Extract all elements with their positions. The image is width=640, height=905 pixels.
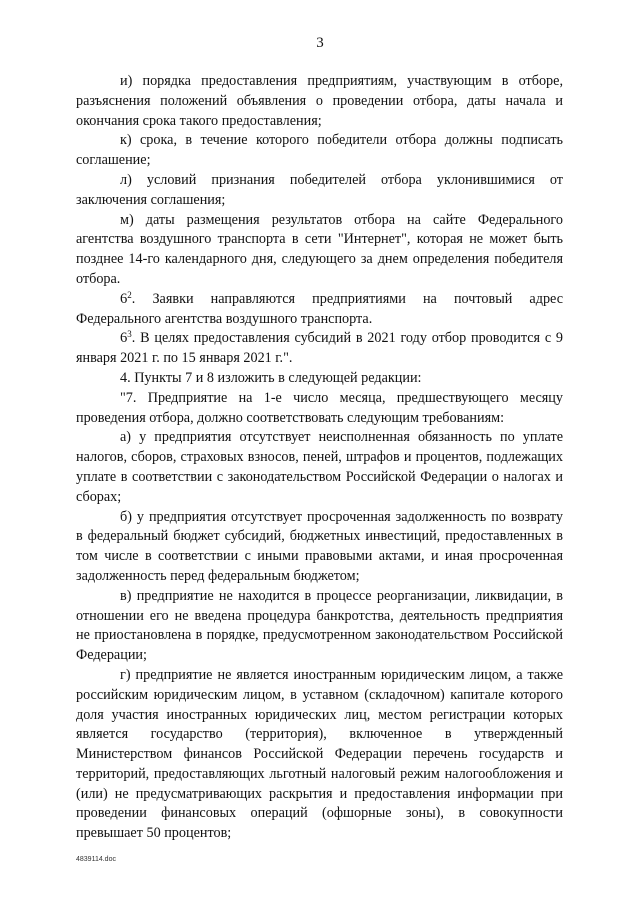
paragraph-requirement-g: г) предприятие не является иностранным юридическим лицом, а также российским юридическим лицом, в уставном (складочном) капитале которого доля участия иностранных юридических лиц, местом регистрации которых является государство (территория), включенное в утвержденный Министерством финансов Российской Федерации перечень государств и территорий, предоставляющих льготный налоговый режим налогообложения и (или) не предусматривающих раскрытия и предоставления информации при проведении финансовых операций (офшорные зоны), в совокупности превышает 50 процентов;: [76, 666, 563, 842]
paragraph-item-l: л) условий признания победителей отбора уклонившимися от заключения соглашения;: [76, 171, 563, 208]
clause-superscript: 3: [127, 329, 132, 340]
paragraph-item-k: к) срока, в течение которого победители отбора должны подписать соглашение;: [76, 132, 563, 169]
paragraph-requirement-a: а) у предприятия отсутствует неисполненная обязанность по уплате налогов, сборов, страховых взносов, пеней, штрафов и процентов, подлежащих уплате в соответствии с законодательством Российской Федерации о налогах и сборах;: [76, 429, 563, 505]
paragraph-requirement-b: б) у предприятия отсутствует просроченная задолженность по возврату в федеральный бюджет субсидий, бюджетных инвестиций, предоставленных в том числе в соответствии с иными правовыми актами, и иная просроченная задолженность перед федеральным бюджетом;: [76, 508, 563, 584]
clause-superscript: 2: [127, 289, 132, 300]
paragraph-clause-7: "7. Предприятие на 1-е число месяца, предшествующего месяцу проведения отбора, должно соответствовать следующим требованиям:: [76, 389, 563, 426]
paragraph-item-m: м) даты размещения результатов отбора на сайте Федерального агентства воздушного транспорта в сети "Интернет", которая не может быть позднее 14-го календарного дня, следующего за днем определения победителя отбора.: [76, 211, 563, 287]
paragraph-requirement-v: в) предприятие не находится в процессе реорганизации, ликвидации, в отношении его не введена процедура банкротства, деятельность предприятия не приостановлена в порядке, предусмотренном законодательством Российской Федерации;: [76, 587, 563, 664]
clause-number: 6: [120, 290, 128, 307]
footer-filename: 4839114.doc: [76, 856, 116, 863]
clause-text: . В целях предоставления субсидий в 2021 году отбор проводится с 9 января 2021 г. по 15 января 2021 г.".: [76, 330, 563, 367]
page-number: 3: [316, 35, 324, 51]
document-body: [76, 72, 563, 844]
paragraph-clause-6-3: [76, 329, 563, 369]
paragraph-clause-6-2: [76, 290, 563, 330]
clause-text: . Заявки направляются предприятиями на почтовый адрес Федерального агентства воздушного транспорта.: [76, 290, 563, 327]
paragraph-item-i: и) порядка предоставления предприятиям, участвующим в отборе, разъяснения положений объявления о проведении отбора, даты начала и окончания срока такого предоставления;: [76, 73, 563, 129]
clause-number: 6: [120, 330, 128, 347]
paragraph-amendment-4: 4. Пункты 7 и 8 изложить в следующей редакции:: [120, 369, 422, 386]
